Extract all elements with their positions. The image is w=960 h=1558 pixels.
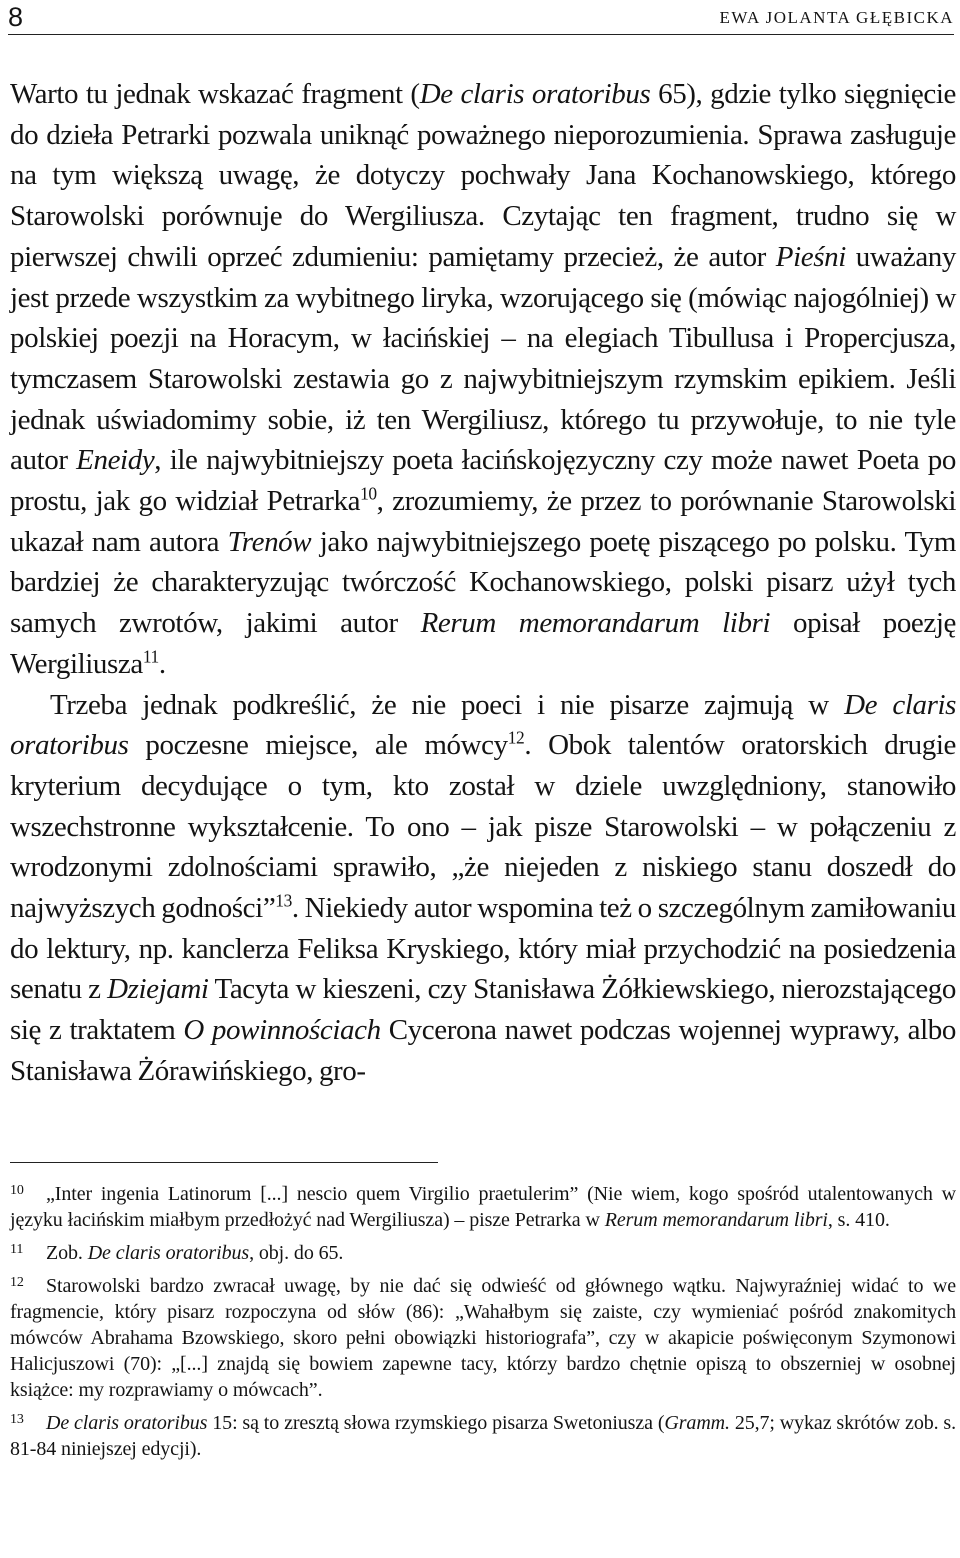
- text-run: , s. 410.: [827, 1209, 890, 1231]
- text-run: poczesne miejsce, ale mówcy: [128, 729, 508, 762]
- text-run: , ile najwybitniejszy poeta łacińskojęzyczny czy może nawet Poeta po prostu, jak go widział Petrarka: [10, 444, 956, 518]
- paragraph-1: [10, 74, 956, 685]
- footnote-ref-12: 12: [507, 727, 525, 748]
- footnote-number: 13: [10, 1412, 24, 1427]
- footnotes: [10, 1178, 956, 1466]
- text-run: Cycerona nawet podczas wojennej wyprawy, albo Stanisława Żórawińskiego, gro-: [10, 1014, 957, 1087]
- text-run: opisał poezję Wergiliusza: [10, 607, 956, 680]
- footnote-separator: [10, 1162, 438, 1163]
- text-run: „Inter ingenia Latinorum [...] nescio quem Virgilio praetulerim” (Nie wiem, kogo spośród utalentowanych w języku łacińskim miałbym przedłożyć nad Wergiliusza) – pisze Petrarka w: [10, 1183, 956, 1231]
- page-header: [8, 4, 954, 35]
- italic-title: Rerum memorandarum libri: [420, 607, 771, 640]
- text-run: .: [158, 647, 166, 680]
- italic-title: O powinnościach: [183, 1014, 381, 1047]
- text-run: , zrozumiemy, że przez to porównanie Starowolski ukazał nam autora: [10, 485, 956, 558]
- footnote-ref-11: 11: [142, 646, 159, 667]
- footnote-13: [10, 1407, 956, 1462]
- italic-title: Pieśni: [775, 240, 846, 273]
- running-head: EWA JOLANTA GŁĘBICKA: [719, 8, 954, 27]
- text-run: . Obok talentów oratorskich drugie kryterium decydujące o tym, kto został w dziele uwzględniony, stanowiło wszechstronne wykształcenie. To ono – jak pisze Starowolski – w połączeniu z wrodzonymi zdolnościami sprawiło, „że niejeden z niskiego stanu doszedł do najwyższych godności”: [10, 729, 956, 925]
- text-run: , obj. do 65.: [249, 1242, 344, 1264]
- text-run: Trzeba jednak podkreślić, że nie poeci i nie pisarze zajmują w: [50, 688, 845, 721]
- text-run: . Niekiedy autor wspomina też o szczególnym zamiłowaniu do lektury, np. kanclerza Feliksa Kryskiego, który miał przychodzić na posiedzenia senatu z: [10, 892, 956, 1006]
- italic-title: De claris oratoribus: [10, 688, 956, 762]
- italic-title: Gramm.: [664, 1412, 730, 1434]
- body-text: [10, 74, 956, 1092]
- text-run: Zob.: [46, 1242, 88, 1264]
- footnote-11: [10, 1237, 956, 1266]
- footnote-10: [10, 1178, 956, 1233]
- text-run: Tacyta w kieszeni, czy Stanisława Żółkiewskiego, nierozstającego się z traktatem: [10, 973, 956, 1047]
- italic-title: Rerum memorandarum libri: [604, 1209, 828, 1231]
- footnote-number: 10: [10, 1183, 24, 1198]
- text-run: 15: są to zresztą słowa rzymskiego pisarza Swetoniusza (: [207, 1412, 665, 1434]
- footnote-ref-10: 10: [360, 483, 377, 504]
- italic-title: De claris oratoribus: [419, 78, 651, 110]
- footnote-number: 12: [10, 1275, 24, 1290]
- italic-title: Dziejami: [107, 973, 209, 1006]
- italic-title: De claris oratoribus: [46, 1412, 208, 1434]
- paragraph-2: [10, 685, 956, 1092]
- italic-title: Eneidy: [76, 444, 155, 477]
- text-run: Warto tu jednak wskazać fragment (: [10, 78, 420, 110]
- text-run: uważany jest przede wszystkim za wybitnego liryka, wzorującego się (mówiąc najogólniej) w polskiej poezji na Horacym, w łacińskiej – na elegiach Tibullusa i Propercjusza, tymczasem Starowolski zestawia go z najwybitniejszym rzymskim epikiem. Jeśli jednak uświadomimy sobie, iż ten Wergiliusz, którego tu przywołuje, to nie tyle autor: [10, 240, 956, 477]
- footnote-ref-13: 13: [275, 890, 292, 911]
- text-run: Starowolski bardzo zwracał uwagę, by nie dać się odwieść od głównego wątku. Najwyraźniej widać to we fragmencie, który pisarz rozpoczyna od słów (86): „Wahałbym się zaiste, czy wymieniać pośród znakomitych mówców Abrahama Bzowskiego, skoro pełni obowiązki historiografa”, czy w akapicie poświęconym Szymonowi Halicjuszowi (70): „[...] znajdą się bowiem zapewne tacy, którzy bardzo chętnie opiszą to obszerniej w osobnej książce: my rozprawiamy o mówcach”.: [10, 1275, 956, 1401]
- italic-title: De claris oratoribus: [87, 1242, 250, 1264]
- text-run: jako najwybitniejszego poetę piszącego po polsku. Tym bardziej że charakteryzując twórczość Kochanowskiego, polski pisarz użył tych samych zwrotów, jakimi autor: [10, 525, 957, 640]
- italic-title: Trenów: [227, 525, 312, 558]
- footnote-12: [10, 1270, 956, 1403]
- text-run: 65), gdzie tylko sięgnięcie do dzieła Petrarki pozwala uniknąć poważnego nieporozumienia. Sprawa zasługuje na tym większą uwagę, że dotyczy pochwały Jana Kochanowskiego, którego Starowolski porównuje do Wergiliusza. Czytając ten fragment, trudno się w pierwszej chwili oprzeć zdumieniu: pamiętamy przecież, że autor: [10, 78, 957, 273]
- text-run: 25,7; wykaz skrótów zob. s. 81-84 niniejszej edycji).: [10, 1412, 957, 1460]
- footnote-number: 11: [10, 1242, 24, 1257]
- page-number: 8: [8, 2, 24, 32]
